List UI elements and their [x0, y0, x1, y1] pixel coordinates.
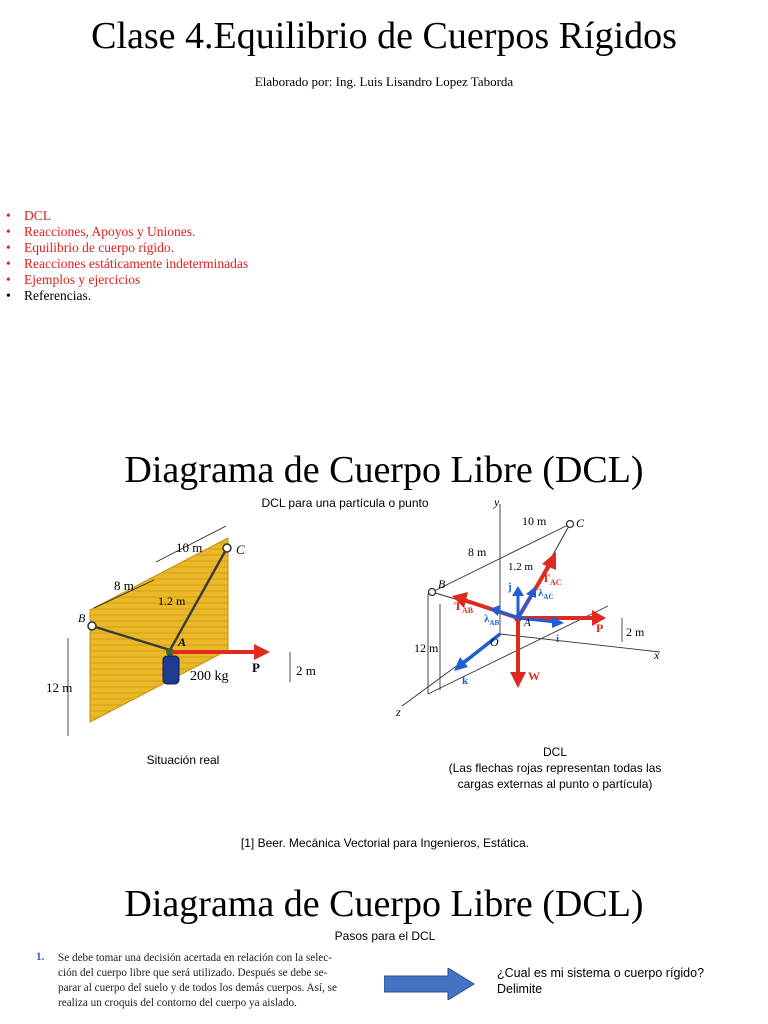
slide1-title: Clase 4.Equilibrio de Cuerpos Rígidos — [91, 15, 677, 57]
label-lambda-ac: $\lambda_{AC}$ — [538, 587, 554, 601]
label-b: B — [438, 577, 446, 591]
label-2m: 2 m — [296, 663, 316, 678]
topic-item — [6, 240, 248, 256]
label-1-2m: 1.2 m — [158, 594, 186, 608]
step-text — [58, 951, 388, 1011]
mass-block — [163, 656, 179, 684]
step-line: parar al cuerpo del suelo y de todos los demás cuerpos. Así, se — [58, 982, 337, 994]
label-b: B — [78, 611, 86, 625]
real-situation-figure — [40, 510, 340, 750]
caption-real-situation: Situación real — [146, 753, 220, 767]
topic-text: DCL — [24, 208, 51, 223]
label-10m: 10 m — [522, 514, 547, 528]
label-z: z — [396, 705, 401, 719]
caption-dcl-line2: cargas externas al punto o partícula) — [457, 777, 653, 791]
label-p: P — [596, 621, 604, 635]
bullet: • — [6, 240, 11, 255]
reference: [1] Beer. Mecánica Vectorial para Ingenieros, Estática. — [240, 836, 530, 850]
bullet: • — [6, 208, 11, 223]
slide2-subtitle: DCL para una partícula o punto — [261, 496, 429, 510]
arrow-w-head — [510, 672, 526, 688]
caption-dcl — [420, 744, 690, 792]
question-text — [497, 965, 757, 997]
topic-text: Reacciones, Apoyos y Uniones. — [24, 224, 196, 239]
topic-list — [6, 208, 248, 304]
topic-text: Ejemplos y ejercicios — [24, 272, 141, 287]
bullet: • — [6, 224, 11, 239]
caption-dcl-title: DCL — [542, 745, 567, 759]
step-line: ción del cuerpo libre que será utilizado. Después se debe se- — [58, 967, 328, 979]
force-p-head — [254, 644, 270, 660]
step-line: realiza un croquis del contorno del cuerpo ya aislado. — [58, 997, 297, 1009]
slide3-subtitle: Pasos para el DCL — [334, 929, 436, 943]
dcl-figure — [390, 494, 690, 724]
unit-j-head — [512, 586, 524, 596]
label-lambda-ab: $\lambda_{AB}$ — [484, 613, 500, 627]
caption-dcl-line1: (Las flechas rojas representan todas las — [448, 761, 662, 775]
point-c-ring — [223, 544, 231, 552]
point-b-ring — [88, 622, 96, 630]
topic-item — [6, 208, 248, 224]
point-c-ring — [567, 521, 574, 528]
slide1-author: Elaborado por: Ing. Luis Lisandro Lopez Taborda — [254, 74, 514, 89]
label-2m: 2 m — [626, 625, 645, 639]
topic-item — [6, 272, 248, 288]
label-a: A — [524, 617, 531, 629]
question-line2: Delimite — [497, 982, 543, 996]
topic-text: Referencias. — [24, 288, 92, 303]
label-12m: 12 m — [46, 680, 73, 695]
label-k: k — [462, 675, 469, 687]
label-i: i — [556, 633, 560, 645]
slide3-title: Diagrama de Cuerpo Libre (DCL) — [124, 883, 644, 925]
label-c: C — [576, 516, 585, 530]
slide2-title: Diagrama de Cuerpo Libre (DCL) — [124, 449, 644, 491]
label-t-ac: $T_{AC}$ — [542, 571, 562, 587]
bullet: • — [6, 288, 11, 303]
unit-lambda-ac — [518, 594, 532, 618]
step-line: Se debe tomar una decisión acertada en relación con la selec- — [58, 952, 332, 964]
label-8m: 8 m — [114, 578, 134, 593]
step-number: 1. — [36, 951, 45, 963]
label-a: A — [178, 635, 187, 649]
label-10m: 10 m — [176, 540, 203, 555]
arrow-right-icon — [384, 968, 476, 1000]
topic-text: Equilibrio de cuerpo rígido. — [24, 240, 174, 255]
wall — [90, 538, 228, 722]
label-y: y — [494, 495, 500, 509]
topic-text: Reacciones estáticamente indeterminadas — [24, 256, 249, 271]
label-8m: 8 m — [468, 545, 487, 559]
point-b-ring — [429, 589, 436, 596]
label-p: P — [252, 660, 260, 675]
label-t-ab: $T_{AB}$ — [454, 599, 474, 615]
label-j: j — [508, 581, 512, 593]
label-1-2m: 1.2 m — [508, 561, 534, 573]
label-w: W — [528, 669, 540, 683]
topic-item — [6, 288, 248, 304]
unit-lambda-ab — [498, 611, 518, 618]
question-line1: ¿Cual es mi sistema o cuerpo rígido? — [497, 966, 705, 980]
bullet: • — [6, 256, 11, 271]
topic-item — [6, 224, 248, 240]
topic-item — [6, 256, 248, 272]
bullet: • — [6, 272, 11, 287]
label-x: x — [654, 648, 660, 662]
label-o: O — [490, 635, 499, 649]
label-12m: 12 m — [414, 641, 439, 655]
label-c: C — [236, 542, 245, 557]
label-200kg: 200 kg — [190, 669, 229, 684]
